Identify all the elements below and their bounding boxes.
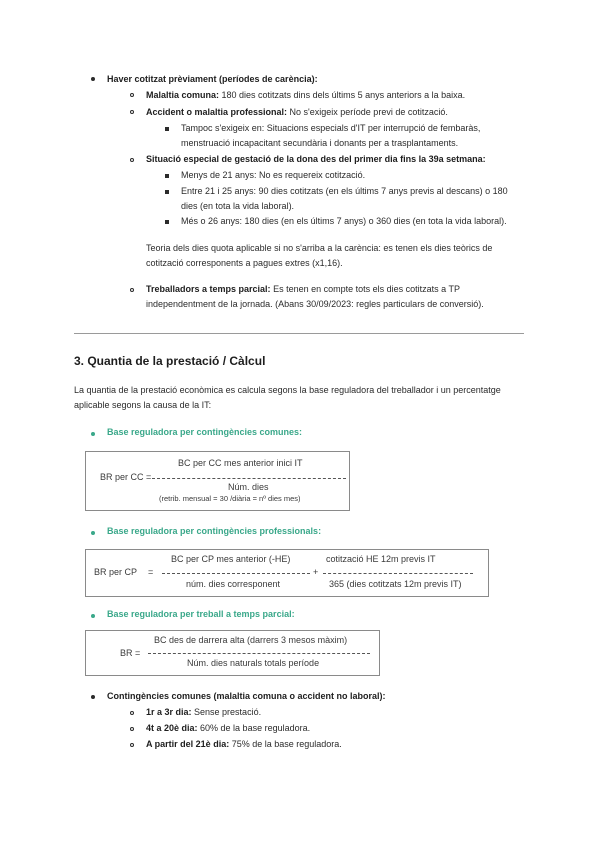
fraction-line (148, 653, 370, 654)
fraction-line (152, 478, 346, 479)
br-comunes-numerator: BC per CC mes anterior inici IT (178, 458, 303, 468)
accident-text: No s'exigeix període previ de cotització. (287, 107, 448, 117)
temps-parcial-line2: independentment de la jornada. (Abans 30/09/2023: regles particulars de conversió). (146, 299, 484, 309)
bullet (130, 93, 134, 97)
br-professionals-den2: 365 (dies cotitzats 12m previs IT) (329, 579, 462, 589)
bullet (165, 127, 169, 131)
br-comunes-lhs: BR per CC = (100, 472, 152, 482)
br-comunes-denominator: Núm. dies (228, 482, 269, 492)
bullet (130, 711, 134, 715)
bullet (91, 432, 95, 436)
percentatges-heading: Contingències comunes (malaltia comuna o accident no laboral): (107, 691, 386, 701)
bullet (165, 220, 169, 224)
item2-text: 60% de la base reguladora. (197, 723, 311, 733)
section-intro-line2: aplicable segons la causa de la IT: (74, 400, 212, 410)
bullet (130, 158, 134, 162)
bullet (91, 77, 95, 81)
gestacio-item3: Més o 26 anys: 180 dies (en els últims 7 anys) o 360 dies (en tota la vida laboral). (181, 216, 507, 226)
br-professionals-num2: cotització HE 12m previs IT (326, 554, 436, 564)
br-professionals-lhs: BR per CP (94, 567, 138, 577)
tampoc-line1: Tampoc s'exigeix en: Situacions especials d'IT per interrupció de fembaràs, (181, 123, 481, 133)
accident-label: Accident o malaltia professional: (146, 107, 288, 117)
bullet (130, 743, 134, 747)
carencia-heading: Haver cotitzat prèviament (períodes de carència): (107, 74, 318, 84)
malaltia-label: Malaltia comuna: (146, 90, 220, 100)
percentatge-item-3 (146, 738, 342, 751)
br-parcial-formula (85, 630, 380, 676)
parcial-text: Es tenen en compte tots els dies cotitzats a TP (270, 284, 460, 294)
br-parcial-label: Base reguladora per treball a temps parcial: (107, 609, 295, 619)
gestacio-heading: Situació especial de gestació de la dona des del primer dia fins la 39a setmana: (146, 154, 486, 164)
br-professionals-plus: + (313, 567, 319, 577)
accident-item (146, 106, 448, 119)
br-parcial-denominator: Núm. dies naturals totals període (187, 658, 320, 668)
br-comunes-note: (retrib. mensual = 30 /diària = nº dies mes) (159, 494, 301, 503)
malaltia-comuna-item (146, 89, 465, 102)
percentatge-item-1 (146, 706, 261, 719)
teoria-line1: Teoria dels dies quota aplicable si no s'arriba a la carència: es tenen els dies teòrics de (146, 243, 493, 253)
item1-text: Sense prestació. (191, 707, 262, 717)
gestacio-item2-line1: Entre 21 i 25 anys: 90 dies cotitzats (en els últims 7 anys previs al descans) o 180 (181, 186, 508, 196)
item2-label: 4t a 20è dia: (146, 723, 198, 733)
percentatge-item-2 (146, 722, 310, 735)
bullet (165, 174, 169, 178)
bullet (130, 110, 134, 114)
gestacio-item2-line2: dies (en tota la vida laboral). (181, 201, 295, 211)
malaltia-text: 180 dies cotitzats dins dels últims 5 anys anteriors a la baixa. (219, 90, 466, 100)
br-comunes-label: Base reguladora per contingències comunes: (107, 427, 303, 437)
section-divider (74, 333, 524, 334)
section-title: 3. Quantia de la prestació / Càlcul (74, 354, 266, 368)
bullet (91, 695, 95, 699)
tampoc-line2: menstruació incapacitant secundària i donants per a trasplantaments. (181, 138, 459, 148)
br-comunes-formula (85, 451, 350, 511)
item1-label: 1r a 3r dia: (146, 707, 192, 717)
br-professionals-formula (85, 549, 489, 597)
section-intro-line1: La quantia de la prestació econòmica es calcula segons la base reguladora del treballador i un percentatge (74, 385, 501, 395)
fraction-line (323, 573, 473, 574)
br-parcial-numerator: BC des de darrera alta (darrers 3 mesos màxim) (154, 635, 348, 645)
teoria-line2: cotització corresponents a pagues extres (x1,16). (146, 258, 343, 268)
bullet (91, 614, 95, 618)
bullet (130, 727, 134, 731)
br-professionals-eq: = (148, 567, 154, 577)
bullet (91, 531, 95, 535)
bullet (130, 288, 134, 292)
fraction-line (162, 573, 310, 574)
br-professionals-label: Base reguladora per contingències professionals: (107, 526, 322, 536)
gestacio-item1: Menys de 21 anys: No es requereix cotització. (181, 170, 366, 180)
temps-parcial-item (146, 283, 460, 296)
br-professionals-den1: núm. dies corresponent (186, 579, 281, 589)
item3-text: 75% de la base reguladora. (229, 739, 342, 749)
parcial-label: Treballadors a temps parcial: (146, 284, 271, 294)
br-parcial-lhs: BR = (120, 648, 141, 658)
item3-label: A partir del 21è dia: (146, 739, 230, 749)
br-professionals-num1: BC per CP mes anterior (-HE) (171, 554, 291, 564)
bullet (165, 190, 169, 194)
